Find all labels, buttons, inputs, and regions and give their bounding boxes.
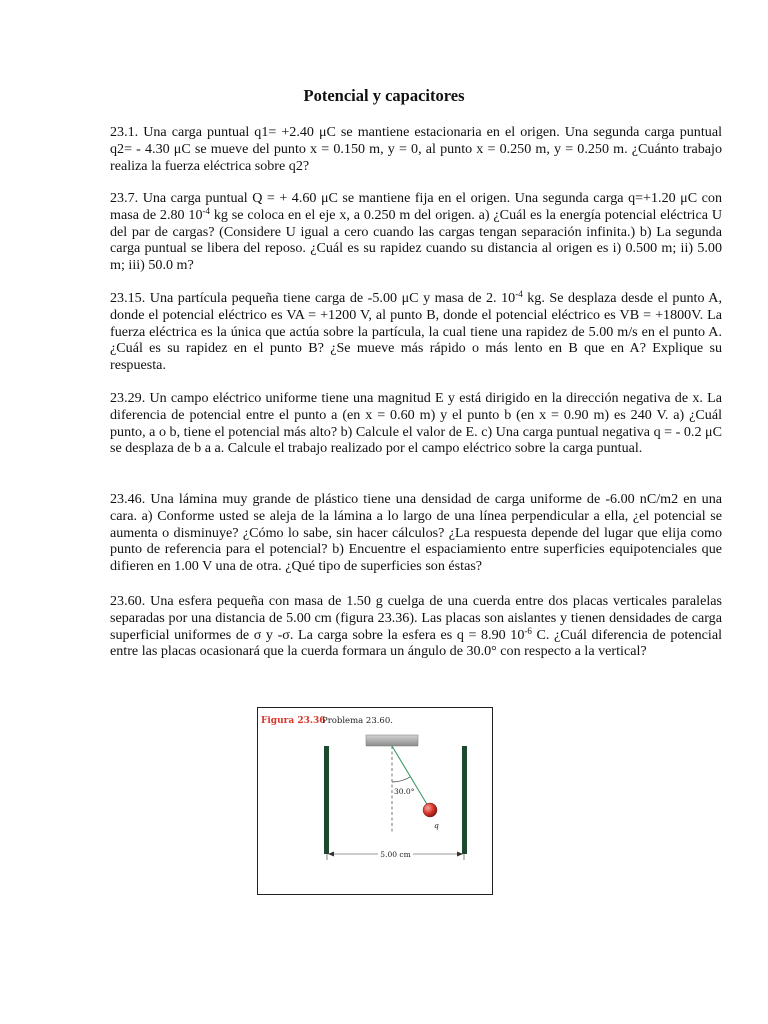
problem-23-46: 23.46. Una lámina muy grande de plástico tiene una densidad de carga uniforme de -6.00 nC/m2 en una cara. a) Conforme usted se aleja de la lámina a lo largo de una línea perpendicular a ella, ¿el potencial se aumenta o disminuye? ¿Cómo lo sabe, sin hacer cálculos? ¿La respuesta depende del lugar que elija como punto de referencia para el potencial? b) Encuentre el espaciamiento entre superficies equipotenciales que difieren en 1.00 V una de otra. ¿Qué tipo de superficies son éstas? bbox=[110, 491, 722, 575]
distance-label: 5.00 cm bbox=[380, 850, 411, 859]
problem-23-29: 23.29. Un campo eléctrico uniforme tiene una magnitud E y está dirigido en la dirección negativa de x. La diferencia de potencial entre el punto a (en x = 0.60 m) y el punto b (en x = 0.90 m) es 240 V. a) ¿Cuál punto, a o b, tiene el potencial más alto? b) Calcule el valor de E. c) Una carga puntual negativa q = - 0.2 μC se desplaza de b a a. Calcule el trabajo realizado por el campo eléctrico sobre la carga puntual. bbox=[110, 390, 722, 457]
ceiling-support bbox=[366, 735, 418, 746]
figure-caption: Problema 23.60. bbox=[322, 716, 393, 726]
angle-arc bbox=[392, 777, 410, 782]
problem-23-7-text-a: 23.7. Una carga puntual Q = + 4.60 μC se mantiene fija en el origen. Una segunda carga q=+1.20 μC con masa de 2.80 10 bbox=[110, 190, 722, 223]
problem-23-60-exponent: -6 bbox=[524, 625, 532, 636]
problem-23-15 bbox=[110, 290, 722, 374]
problem-23-7 bbox=[110, 190, 722, 274]
left-plate bbox=[324, 746, 329, 854]
charged-sphere bbox=[423, 803, 437, 817]
problem-23-7-exponent: -4 bbox=[202, 205, 211, 216]
problem-23-60-text-a: 23.60. Una esfera pequeña con masa de 1.50 g cuelga de una cuerda entre dos placas verticales paralelas separadas por una distancia de 5.00 cm (figura 23.36). Las placas son aislantes y tienen densidades de carga superficial uniformes de σ y -σ. La carga sobre la esfera es q = 8.90 10 bbox=[110, 593, 722, 643]
problem-23-60-text-b: C. ¿Cuál diferencia de potencial entre las placas ocasionará que la cuerda formara un ángulo de 30.0° con respecto a la vertical? bbox=[110, 626, 722, 660]
figure-23-36 bbox=[257, 707, 493, 895]
figure-label: Figura 23.36 bbox=[261, 716, 326, 726]
problem-23-60 bbox=[110, 593, 722, 660]
page-title: Potencial y capacitores bbox=[303, 86, 465, 105]
problem-23-15-text-a: 23.15. Una partícula pequeña tiene carga de -5.00 μC y masa de 2. 10 bbox=[110, 290, 516, 306]
right-plate bbox=[462, 746, 467, 854]
problem-23-7-text-b: kg se coloca en el eje x, a 0.250 m del origen. a) ¿Cuál es la energía potencial eléctrica U del par de cargas? (Considere U igual a cero cuando las cargas tengan separación infinita.) b) La segunda carga puntual se libera del reposo. ¿Cuál es su rapidez cuando su distancia al origen es i) 0.500 m; ii) 5.00 m; iii) 50.0 m? bbox=[110, 206, 722, 274]
problem-23-1: 23.1. Una carga puntual q1= +2.40 μC se mantiene estacionaria en el origen. Una segunda carga puntual q2= - 4.30 μC se mueve del punto x = 0.150 m, y = 0, al punto x = 0.250 m, y = 0.250 m. ¿Cuánto trabajo realiza la fuerza eléctrica sobre q2? bbox=[110, 124, 722, 174]
problem-23-15-text-b: kg. Se desplaza desde el punto A, donde el potencial eléctrico es VA = +1200 V, al punto B, donde el potencial eléctrico es VB = +1800V. La fuerza eléctrica es la única que actúa sobre la partícula, la cual tiene una rapidez de 5.00 m/s en el punto A. ¿Cuál es su rapidez en el punto B? ¿Se mueve más rápido o más lento en B que en A? Explique su respuesta. bbox=[110, 290, 722, 374]
figure-diagram bbox=[258, 708, 492, 894]
problem-23-15-exponent: -4 bbox=[515, 289, 523, 299]
charge-label: q bbox=[434, 821, 439, 830]
angle-label: 30.0° bbox=[394, 787, 415, 796]
string bbox=[392, 746, 428, 806]
